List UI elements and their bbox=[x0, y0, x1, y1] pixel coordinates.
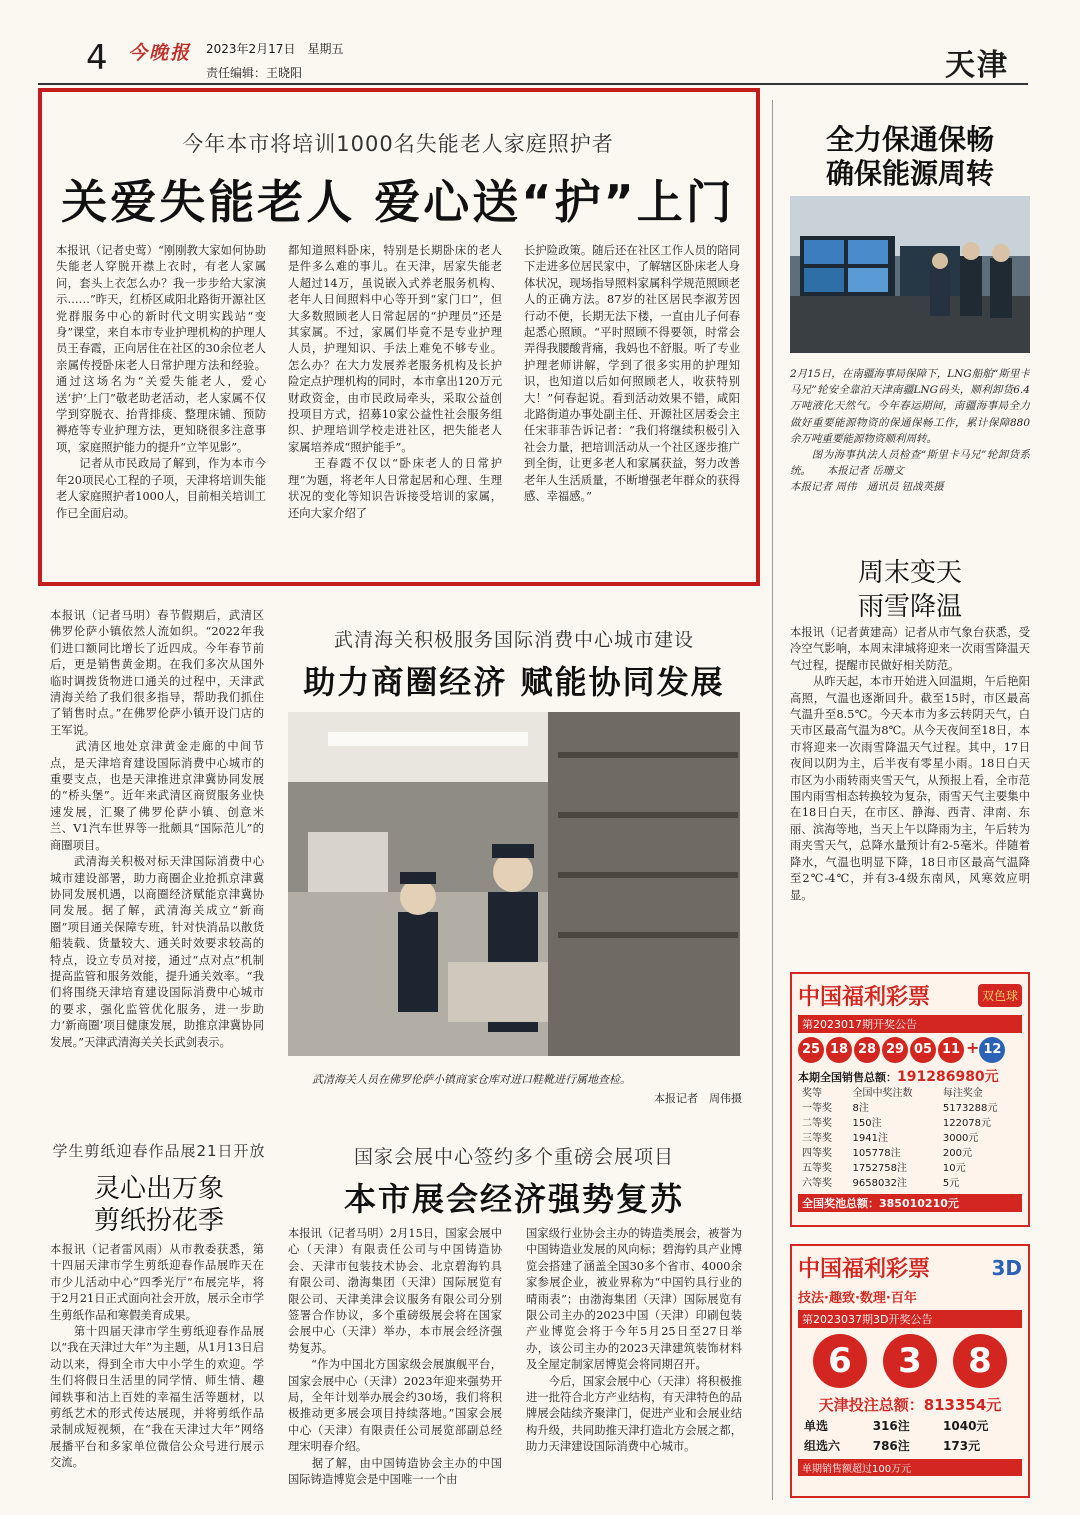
section-name: 天津 bbox=[945, 48, 1009, 83]
table-row bbox=[798, 1116, 1022, 1131]
lottery-slogan: 技法·趣致·数理·百年 bbox=[798, 1291, 917, 1306]
table-row bbox=[798, 1161, 1022, 1176]
responsible-editor: 责任编辑：王晓阳 bbox=[206, 66, 303, 80]
red-ball-6: 11 bbox=[938, 1037, 964, 1063]
page-number: 4 bbox=[86, 38, 108, 78]
table-row bbox=[800, 1417, 1020, 1435]
digit-1: 6 bbox=[813, 1334, 867, 1388]
lead-col-3: 长护险政策。随后还在社区工作人员的陪同下走进多位居民家中，了解辖区卧床老人身体状况，现场指导照料家属科学规范照顾老人的正确方法。87岁的社区居民李淑芳因行动不便，长期无法下楼，一直由儿子何春起悉心照顾。“平时照顾不得要领，时常会弄得我腰酸背痛，我妈也不舒服。听了专业护理老师讲解，学到了很多实用的护理知识，也知道以后如何照顾老人，收获特别大！”何春起说。看到活动效果不错，咸阳北路街道办事处副主任、开源社区居委会主任宋菲菲告诉记者：“我们将继续积极引入社会力量，把培训活动从一个社区逐步推广到全街，让更多老人和家属获益，努力改善老年人生活质量，不断增强老年群众的获得感、幸福感。” bbox=[524, 244, 740, 504]
energy-title-line2: 确保能源周转 bbox=[825, 157, 994, 190]
wuqing-photo-credit: 本报记者 周伟摄 bbox=[654, 1092, 742, 1105]
papercut-title-line1: 灵心出万象 bbox=[93, 1174, 224, 1204]
papercut-subtitle: 学生剪纸迎春作品展21日开放 bbox=[52, 1142, 266, 1160]
winner-count: 105778注 bbox=[852, 1148, 901, 1159]
sales-label: 本期全国销售总额： bbox=[798, 1071, 897, 1084]
newspaper-logo: 今晚报 bbox=[128, 42, 192, 64]
tianjin-sales: 天津投注总额：813354元 bbox=[818, 1396, 1002, 1414]
col-header: 奖等 bbox=[802, 1088, 822, 1099]
winner-count: 786注 bbox=[872, 1439, 910, 1453]
winner-count: 8注 bbox=[852, 1103, 869, 1114]
lottery-brand: 中国福利彩票 bbox=[798, 1257, 931, 1282]
prize-level: 四等奖 bbox=[802, 1148, 832, 1159]
wuqing-photo-caption: 武清海关人员在佛罗伦萨小镇商家仓库对进口鞋靴进行属地查检。 bbox=[312, 1073, 631, 1086]
weather-title-line1: 周末变天 bbox=[857, 558, 962, 588]
red-ball-4: 29 bbox=[882, 1037, 908, 1063]
energy-title-line1: 全力保通保畅 bbox=[825, 123, 994, 156]
prize-amount: 173元 bbox=[943, 1439, 981, 1453]
energy-caption: 2月15日，在南疆海事局保障下，LNG船舶“斯里卡马兄”轮安全靠泊天津南疆LNG码头，顺利卸货6.4万吨液化天然气。今年春运期间，南疆海事局全力做好重要能源物资的保通保畅工作，累计保障880余万吨重要能源物资顺利周转。 图为海事执法人员检查“斯里卡马兄”轮卸货系统。 本报记者 岳珊文 本报记者 周伟 通讯员 钮战英摄 bbox=[790, 368, 1030, 494]
table-row bbox=[798, 1146, 1022, 1161]
papercut-title-line2: 剪纸扮花季 bbox=[93, 1206, 224, 1236]
blue-ball: 12 bbox=[979, 1037, 1005, 1063]
expo-col-1: 本报讯（记者马明）2月15日，国家会展中心（天津）有限责任公司与中国铸造协会、天津市包装技术协会、北京碧海钓具有限公司、渤海集团（天津）国际展览有限公司、天津美津会议服务有限公司分别签署合作协议，多个重磅级展会将在国家会展中心（天津）举办，本市展会经济强势复苏。 “作为中国北方国家级会展旗舰平台，国家会展中心（天津）2023年迎来强势开局，全年计划举办展会约30场，我们将积极推动更多展会项目持续落地。”国家会展中心（天津）有限责任公司展览部副总经理宋明春介绍。 据了解，由中国铸造协会主办的中国国际铸造博览会是中国唯一一个由 bbox=[288, 1227, 502, 1487]
red-ball-3: 28 bbox=[854, 1037, 880, 1063]
expo-col-2: 国家级行业协会主办的铸造类展会，被誉为中国铸造业发展的风向标；碧海钓具产业博览会搭建了涵盖全国30多个省市、4000余家参展企业，被业界称为“中国钓具行业的晴雨表”；由渤海集团（天津）国际展览有限公司主办的2023中国（天津）印刷包装产业博览会将于今年5月25日至27日举办，该公司主办的2023天津建筑装饰材料及全屋定制家居博览会将同期召开。 今后，国家会展中心（天津）将积极推进一批符合北方产业结构，有天津特色的品牌展会陆续齐聚津门，促进产业和会展业结构升级，共同助推天津打造北方会展之都，助力天津建设国际消费中心城市。 bbox=[526, 1227, 742, 1454]
prize-amount: 3000元 bbox=[942, 1133, 979, 1144]
weather-body: 本报讯（记者黄建高）记者从市气象台获悉，受冷空气影响，本周末津城将迎来一次雨雪降温天气过程，提醒市民做好相关防范。 从昨天起，本市开始进入回温期，午后艳阳高照，气温也逐渐回升。截至15时，市区最高气温升至8.5℃。今天本市为多云转阴天气，白天市区最高气温为8℃。从今天夜间至18日，本市将迎来一次雨雪降温天气过程。其中，17日夜间以阴为主，后半夜有零星小雨。18日白天市区为小雨转雨夹雪天气，从预报上看，全市范围内雨雪相态转换较为复杂，雨雪天气主要集中在18日白天，在市区、静海、西青、津南、东丽、滨海等地，当天上午以降雨为主，午后转为雨夹雪天气，总降水量预计有2-5毫米。伴随着降水，气温也明显下降，18日市区最高气温降至2℃-4℃，并有3-4级东南风，风寒效应明显。 bbox=[790, 626, 1030, 902]
lead-col-2: 都知道照料卧床，特别是长期卧床的老人是件多么难的事儿。在天津，居家失能老人超过14万，虽说嵌入式养老服务机构、老年人日间照料中心等开到“家门口”，但大多数照顾老人日常起居的“护理员”还是其家属。不过，家属们毕竟不是专业护理人员，护理知识、手法上难免不够专业。怎么办？在大力发展养老服务机构及长护险定点护理机构的同时，本市拿出120万元财政资金，由市民政局牵头，采取公益创投项目方式，招募10家公益性社会服务组织、护理培训学校走进社区，把失能老人家属培养成“照护能手”。 王春霞不仅以“卧床老人的日常护理”为题，将老年人日常起居和心理、生理状况的变化等知识告诉接受培训的家属，还向大家介绍了 bbox=[288, 244, 502, 520]
prize-table bbox=[798, 1086, 1022, 1191]
prize-amount: 1040元 bbox=[943, 1419, 989, 1433]
table-row bbox=[798, 1176, 1022, 1191]
winner-count: 1941注 bbox=[852, 1133, 888, 1144]
expo-subtitle: 国家会展中心签约多个重磅会展项目 bbox=[353, 1146, 674, 1168]
lottery-game: 3D bbox=[991, 1255, 1022, 1280]
prize-level: 五等奖 bbox=[802, 1163, 832, 1174]
prize-level: 三等奖 bbox=[802, 1133, 832, 1144]
red-ball-1: 25 bbox=[798, 1037, 824, 1063]
lottery-brand: 中国福利彩票 bbox=[798, 985, 931, 1010]
lead-col-1: 本报讯（记者史莺）“刚刚教大家如何协助失能老人穿脱开襟上衣时，有老人家属问，套头上衣怎么办？我一步步给大家演示……”昨天，红桥区咸阳北路街开源社区党群服务中心的新时代文明实践站“变身”课堂，来自本市专业护理机构的护理人员王春霞，正向居住在社区的30余位老人亲属传授卧床老人日常护理方法和经验。通过这场名为“关爱失能老人，爱心送‘护’上门”敬老助老活动，老人家属不仅学到穿脱衣、抬背排痰、整理床铺、预防褥疮等专业护理方法，更知晓很多注意事项，家庭照护能力的提升“立竿见影”。 记者从市民政局了解到，作为本市今年20项民心工程的子项，天津将培训失能老人家庭照护者1000人，目前相关培训工作已全面启动。 bbox=[56, 244, 266, 520]
pool-total: 全国奖池总额：385010210元 bbox=[798, 1194, 1022, 1212]
expo-headline: 本市展会经济强势复苏 bbox=[343, 1180, 684, 1218]
wuqing-headline: 助力商圈经济 赋能协同发展 bbox=[303, 663, 725, 701]
prize-amount: 10元 bbox=[942, 1163, 966, 1174]
winner-count: 150注 bbox=[852, 1118, 882, 1129]
lottery-period: 第2023037期3D开奖公告 bbox=[798, 1310, 1022, 1328]
col-header: 每注奖金 bbox=[942, 1088, 983, 1099]
table-row bbox=[798, 1101, 1022, 1116]
prize-amount: 5元 bbox=[942, 1178, 960, 1189]
prize-table bbox=[798, 1415, 1022, 1457]
draw-digits bbox=[798, 1334, 1022, 1388]
lottery-numbers: 25 18 28 29 05 11 + 12 bbox=[798, 1037, 1022, 1063]
papercut-body: 本报讯（记者雷风雨）从市教委获悉，第十四届天津市学生剪纸迎春作品展昨天在市少儿活动中心“四季光厅”布展完毕，将于2月21日正式面向社会开放，展示全市学生剪纸作品和寒假美育成果。 第十四届天津市学生剪纸迎春作品展以“我在天津过大年”为主题，从1月13日启动以来，得到全市大中小学生的欢迎。学生们将假日生活里的同学情、师生情、趣闻轶事和沽上百姓的幸福生活等题材，以剪纸艺术的形式传达展现，并将剪纸作品录制成短视频，在“我在天津过大年”网络展播平台和多家单位微信公众号进行展示交流。 bbox=[50, 1243, 264, 1470]
prize-amount: 5173288元 bbox=[942, 1103, 998, 1114]
winner-count: 1752758注 bbox=[852, 1163, 908, 1174]
lead-headline: 关爱失能老人 爱心送“护”上门 bbox=[61, 175, 735, 229]
winner-count: 316注 bbox=[872, 1419, 910, 1433]
table-row bbox=[800, 1437, 1020, 1455]
lead-subtitle: 今年本市将培训1000名失能老人家庭照护者 bbox=[182, 132, 614, 156]
digit-3: 8 bbox=[953, 1334, 1007, 1388]
red-ball-2: 18 bbox=[826, 1037, 852, 1063]
col-header: 全国中奖注数 bbox=[852, 1088, 913, 1099]
wuqing-subtitle: 武清海关积极服务国际消费中心城市建设 bbox=[333, 629, 694, 651]
lng-inspection-photo bbox=[790, 196, 1030, 353]
prize-amount: 200元 bbox=[942, 1148, 972, 1159]
issue-date: 2023年2月17日 星期五 bbox=[206, 42, 344, 56]
lottery-ssq-ad bbox=[790, 972, 1030, 1227]
customs-inspection-photo bbox=[288, 712, 740, 1056]
prize-level: 二等奖 bbox=[802, 1118, 832, 1129]
lottery-badge: 双色球 bbox=[978, 984, 1022, 1007]
digit-2: 3 bbox=[883, 1334, 937, 1388]
prize-type: 单选 bbox=[804, 1419, 829, 1433]
prize-type: 组选六 bbox=[804, 1439, 841, 1453]
wuqing-body: 本报讯（记者马明）春节假期后，武清区佛罗伦萨小镇依然人流如织。“2022年我们进口额同比增长了近四成。今年春节前后，更是销售黄金期。在我们多次从国外临时调拨货物进口通关的过程中，天津武清海关给了我们很多指导，帮助我们抓住了销售时点。”在佛罗伦萨小镇开设门店的王军说。 武清区地处京津黄金走廊的中间节点，是天津培育建设国际消费中心城市的重要支点，也是天津推进京津冀协同发展的“桥头堡”。近年来武清区商贸服务业快速发展，汇聚了佛罗伦萨小镇、创意米兰、V1汽车世界等一批颇具“国际范儿”的商圈项目。 武清海关积极对标天津国际消费中心城市建设部署，助力商圈企业抢抓京津冀协同发展机遇，以商圈经济赋能京津冀协同发展。据了解，武清海关成立“新商圈”项目通关保障专班，针对快消品以散货船装载、货量较大、通关时效要求较高的特点，设立专员对接，通过“点对点”机制提高监管和服务效能，提升通关效率。“我们将围绕天津培育建设国际消费中心城市的要求，强化监管优化服务，进一步助力‘新商圈’项目健康发展，助推京津冀协同发展。”天津武清海关关长武剑表示。 bbox=[50, 609, 264, 1049]
header-rule bbox=[38, 83, 1028, 85]
prize-level: 六等奖 bbox=[802, 1178, 832, 1189]
sales-amount: 191286980元 bbox=[897, 1069, 999, 1085]
lottery-footer: 单期销售额超过100万元 bbox=[798, 1459, 1022, 1476]
lottery-3d-ad bbox=[790, 1244, 1030, 1498]
winner-count: 9658032注 bbox=[852, 1178, 908, 1189]
weather-title-line2: 雨雪降温 bbox=[857, 592, 962, 622]
lottery-period: 第2023017期开奖公告 bbox=[798, 1015, 1022, 1033]
prize-level: 一等奖 bbox=[802, 1103, 832, 1114]
red-ball-5: 05 bbox=[910, 1037, 936, 1063]
prize-amount: 122078元 bbox=[942, 1118, 992, 1129]
table-row bbox=[798, 1131, 1022, 1146]
column-divider bbox=[772, 100, 773, 1500]
